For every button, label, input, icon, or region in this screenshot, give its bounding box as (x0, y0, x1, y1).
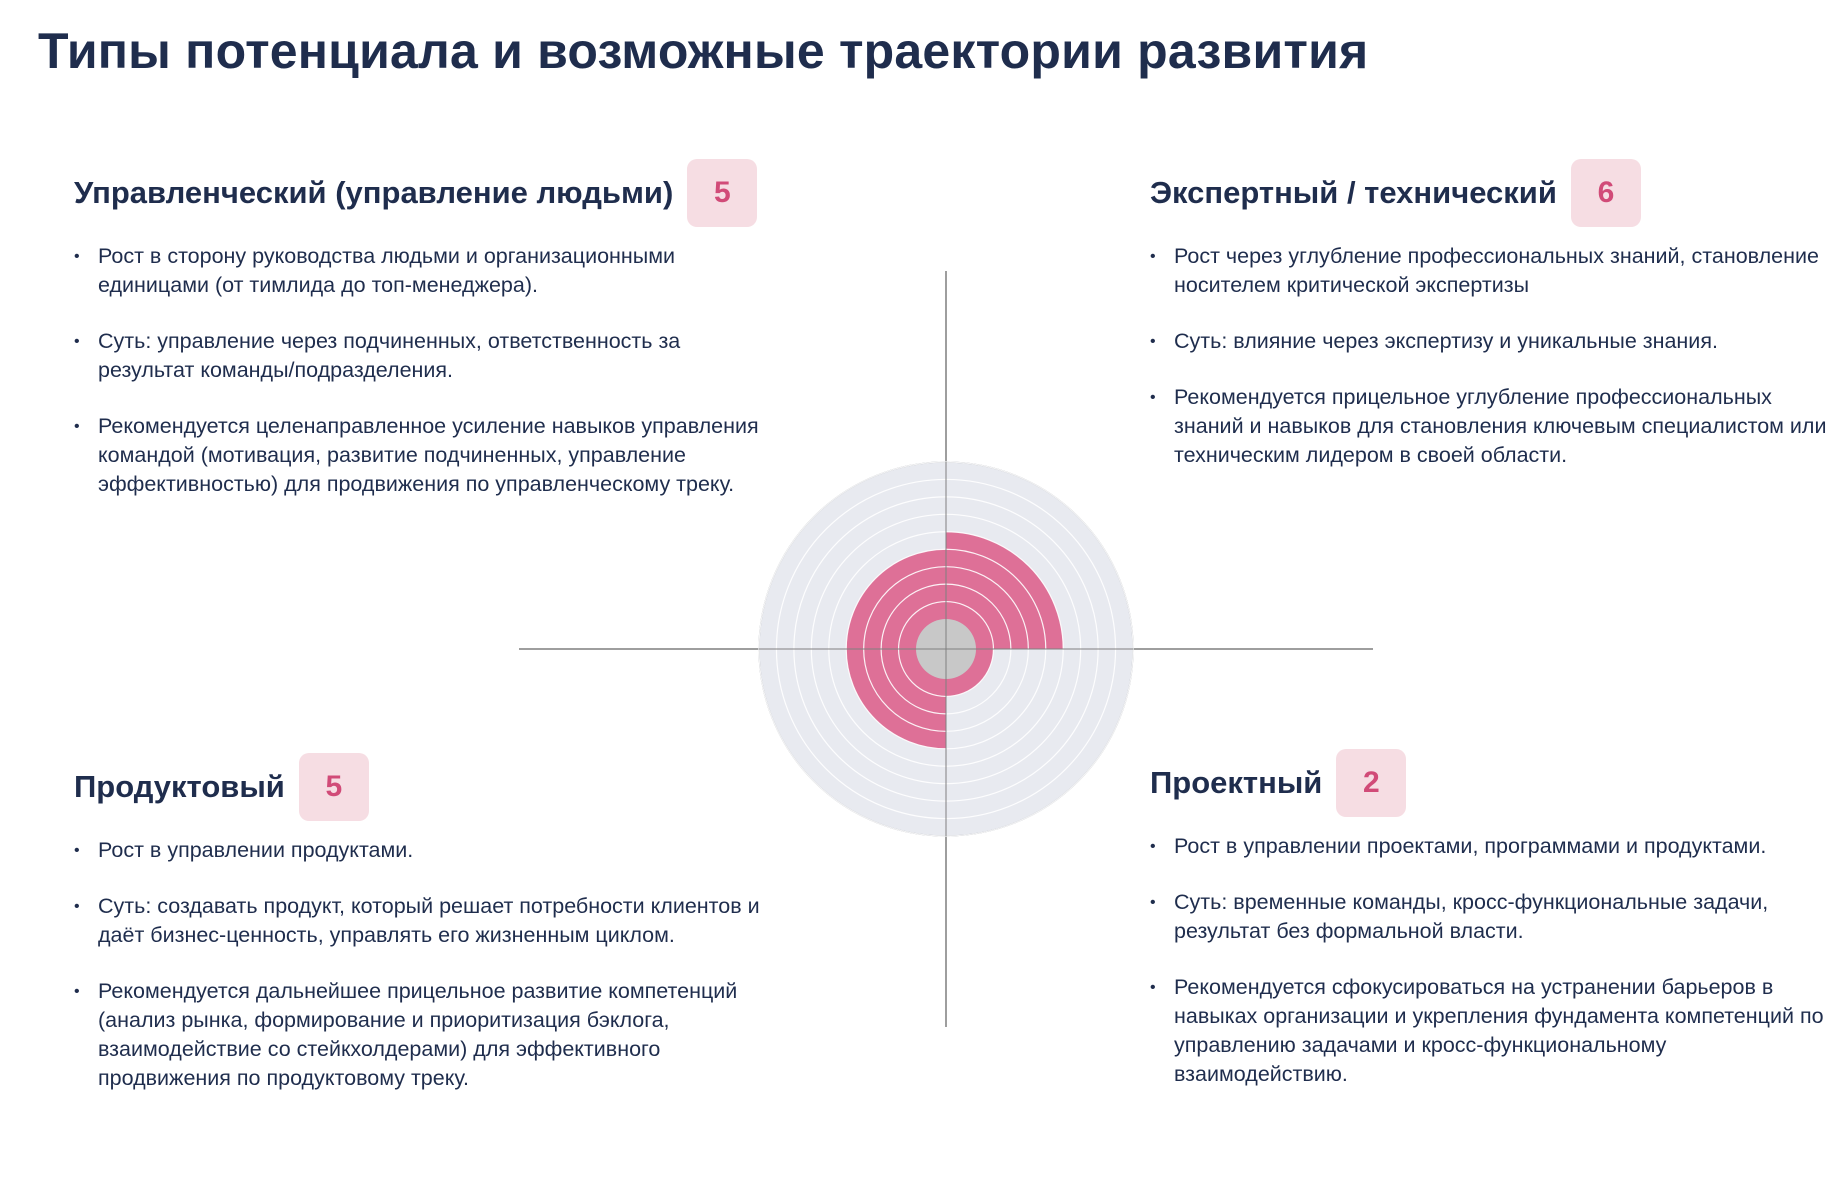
bullet-item: • Рекомендуется сфокусироваться на устранении барьеров в навыках организации и укрепления фундамента компетенций по управлению задачами и кросс-функциональному взаимодействию. (1150, 973, 1830, 1089)
page-title: Типы потенциала и возможные траектории развития (38, 23, 1369, 79)
quadrant-project (1150, 748, 1830, 1116)
quadrant-managerial (74, 158, 774, 526)
quadrant-header (1150, 748, 1830, 818)
bullet-list (74, 242, 774, 499)
quadrant-title: Экспертный / технический (1150, 175, 1557, 210)
quadrant-expert (1150, 158, 1830, 497)
bullet-item: • Рекомендуется прицельное углубление профессиональных знаний и навыков для становления ключевым специалистом или техническим лидером в своей области. (1150, 383, 1830, 470)
bullet-item: • Суть: создавать продукт, который решает потребности клиентов и даёт бизнес-ценность, управлять его жизненным циклом. (74, 892, 774, 950)
bullet-item: • Суть: влияние через экспертизу и уникальные знания. (1150, 327, 1830, 356)
score-badge: 5 (687, 159, 757, 227)
score-badge: 6 (1571, 159, 1641, 227)
quadrant-title: Проектный (1150, 765, 1323, 800)
quadrant-product (74, 752, 774, 1120)
quadrant-header (74, 752, 774, 822)
quadrant-header (74, 158, 774, 228)
bullet-item: • Рекомендуется целенаправленное усиление навыков управления командой (мотивация, развитие подчиненных, управление эффективностью) для продвижения по управленческому треку. (74, 412, 774, 499)
bullet-item: • Рост в сторону руководства людьми и организационными единицами (от тимлида до топ-менеджера). (74, 242, 774, 300)
bullet-item: • Рост в управлении продуктами. (74, 836, 774, 865)
bullet-item: • Суть: управление через подчиненных, ответственность за результат команды/подразделения. (74, 327, 774, 385)
bullet-list (1150, 242, 1830, 470)
bullet-item: • Суть: временные команды, кросс-функциональные задачи, результат без формальной власти. (1150, 888, 1830, 946)
bullet-list (74, 836, 774, 1093)
bullet-list (1150, 832, 1830, 1089)
bullet-item: • Рост в управлении проектами, программами и продуктами. (1150, 832, 1830, 861)
score-badge: 5 (299, 753, 369, 821)
quadrant-title: Продуктовый (74, 769, 285, 804)
bullet-item: • Рост через углубление профессиональных знаний, становление носителем критической экспертизы (1150, 242, 1830, 300)
quadrant-header (1150, 158, 1830, 228)
bullet-item: • Рекомендуется дальнейшее прицельное развитие компетенций (анализ рынка, формирование и приоритизация бэклога, взаимодействие со стейкхолдерами) для эффективного продвижения по продуктовому треку. (74, 977, 774, 1093)
quadrant-title: Управленческий (управление людьми) (74, 175, 674, 210)
score-badge: 2 (1336, 749, 1406, 817)
